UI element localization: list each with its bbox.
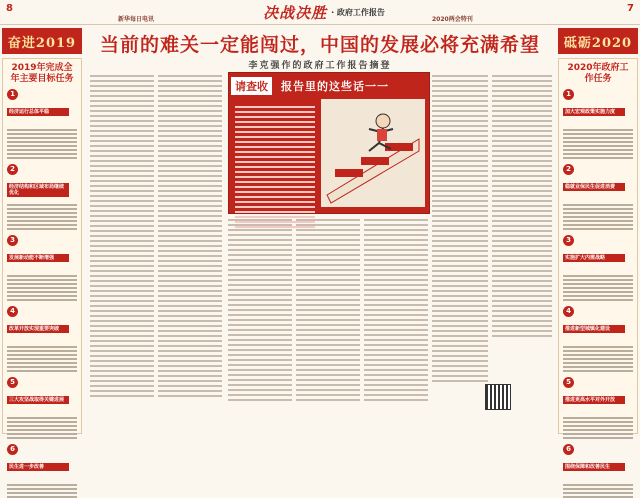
text-lines <box>563 129 633 159</box>
brand-subtitle: · 政府工作报告 <box>331 7 385 17</box>
hurdle-illustration-icon <box>321 99 425 207</box>
task-label: 改革开放实现重要突破 <box>7 325 69 333</box>
feature-tag: 请查收 <box>231 77 272 95</box>
right-sidebar-header: 砥砺2020 <box>558 28 638 54</box>
text-lines <box>7 275 77 301</box>
text-lines <box>364 219 428 401</box>
article-column <box>228 216 292 438</box>
special-edition-label: 2020两会特刊 <box>432 16 473 23</box>
text-lines <box>563 275 633 301</box>
text-lines <box>7 129 77 159</box>
page-number-right: 7 <box>627 3 634 14</box>
text-lines <box>7 204 77 230</box>
left-sidebar-body <box>2 58 82 470</box>
text-lines <box>7 346 77 372</box>
text-lines <box>432 75 488 382</box>
text-lines <box>563 204 633 230</box>
subheadline: 李克强作的政府工作报告摘登 <box>248 61 392 71</box>
task-label: 经济运行总体平稳 <box>7 108 69 116</box>
brand-title: 决战决胜 <box>263 3 328 22</box>
left-sidebar-title: 2019年完成全年主要目标任务 <box>10 63 74 84</box>
task-item <box>7 306 77 372</box>
task-label: 民生进一步改善 <box>7 463 69 471</box>
task-label: 推进新型城镇化建设 <box>563 325 625 333</box>
task-label: 稳就业保民生促进消费 <box>563 183 625 191</box>
text-lines <box>563 484 633 498</box>
text-lines <box>90 75 154 397</box>
main-headline: 当前的难关一定能闯过，中国的发展必将充满希望 <box>99 34 540 56</box>
right-sidebar-body <box>558 58 638 470</box>
right-sidebar <box>558 28 638 470</box>
text-lines <box>296 219 360 401</box>
text-lines <box>563 346 633 372</box>
feature-text <box>235 103 315 231</box>
article-column <box>364 216 428 438</box>
task-number: 1 <box>7 89 18 100</box>
text-lines <box>563 417 633 439</box>
task-label: 推进更高水平对外开放 <box>563 396 625 404</box>
task-item <box>563 89 633 159</box>
task-item <box>563 306 633 372</box>
task-number: 5 <box>7 377 18 388</box>
task-item <box>7 89 77 159</box>
task-number: 2 <box>7 164 18 175</box>
task-item <box>563 444 633 498</box>
text-lines <box>492 75 552 337</box>
left-sidebar-header: 奋进2019 <box>2 28 82 54</box>
paper-name: 新华每日电讯 <box>118 16 155 23</box>
right-sidebar-title: 2020年政府工作任务 <box>567 63 629 84</box>
task-label: 围绕保障和改善民生 <box>563 463 625 471</box>
task-number: 3 <box>7 235 18 246</box>
text-lines <box>7 417 77 439</box>
task-number: 5 <box>563 377 574 388</box>
task-number: 1 <box>563 89 574 100</box>
task-item <box>7 377 77 439</box>
task-label: 加大宏观政策实施力度 <box>563 108 625 116</box>
task-number: 2 <box>563 164 574 175</box>
task-number: 3 <box>563 235 574 246</box>
feature-title: 报告里的这些话一一 <box>281 80 389 93</box>
illustration-image <box>321 99 425 207</box>
text-lines <box>228 219 292 401</box>
masthead-strip <box>0 0 640 25</box>
article-column <box>90 72 154 438</box>
task-label: 实施扩大内需战略 <box>563 254 625 262</box>
left-sidebar <box>2 28 82 470</box>
article-column <box>296 216 360 438</box>
task-item <box>7 444 77 498</box>
qr-code-icon <box>485 384 511 410</box>
task-item <box>563 164 633 230</box>
task-number: 4 <box>563 306 574 317</box>
task-item <box>7 235 77 301</box>
task-item <box>7 164 77 230</box>
task-label: 经济结构和区域布局继续优化 <box>7 183 69 197</box>
section-logo <box>234 2 414 22</box>
page-number-left: 8 <box>6 3 13 14</box>
article-column <box>158 72 222 438</box>
feature-panel <box>228 72 430 214</box>
task-label: 三大攻坚战取得关键进展 <box>7 396 69 404</box>
task-item <box>563 235 633 301</box>
task-number: 6 <box>7 444 18 455</box>
task-label: 发展新动能不断增强 <box>7 254 69 262</box>
text-lines <box>158 75 222 397</box>
task-number: 6 <box>563 444 574 455</box>
task-number: 4 <box>7 306 18 317</box>
task-item <box>563 377 633 439</box>
article-column <box>432 72 488 438</box>
text-lines <box>7 484 77 498</box>
